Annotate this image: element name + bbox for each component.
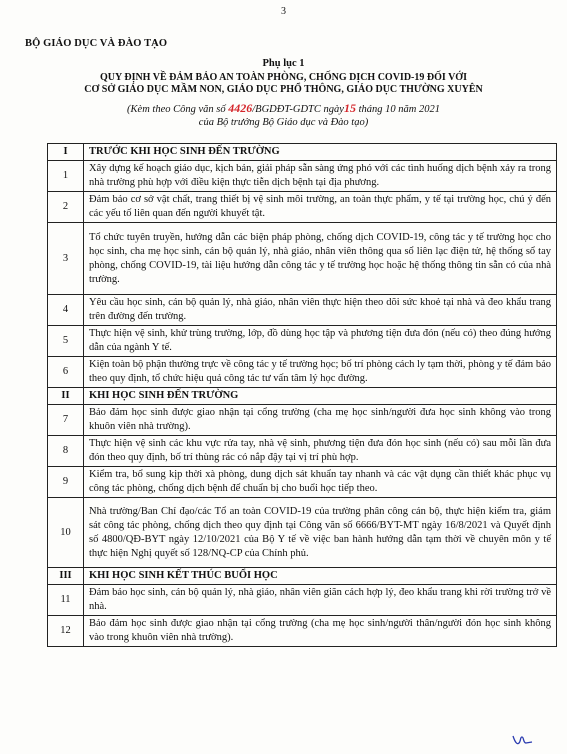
- item-text: Kiểm tra, bổ sung kịp thời xà phòng, dung dịch sát khuẩn tay nhanh và các vật dụng cần thiết khác phục vụ công tác phòng, chống dịch bệnh để chuẩn bị cho buổi học tiếp theo.: [84, 467, 557, 498]
- handwritten-day: 15: [343, 101, 356, 115]
- ministry-name: BỘ GIÁO DỤC VÀ ĐÀO TẠO: [25, 38, 168, 49]
- handwritten-doc-number: 4426: [228, 101, 253, 115]
- item-number: 4: [48, 295, 84, 326]
- table-row: [48, 616, 557, 647]
- item-number: 12: [48, 616, 84, 647]
- item-text: Đảm bảo cơ sở vật chất, trang thiết bị vệ sinh môi trường, an toàn thực phẩm, y tế tại trường học, chú ý đến các yếu tố liên quan đến người khuyết tật.: [84, 192, 557, 223]
- appendix-label: Phụ lục 1: [262, 58, 305, 69]
- section-number: III: [48, 568, 84, 585]
- item-text: Bảo đảm học sinh được giao nhận tại cổng trường (cha mẹ học sinh/người đưa học sinh không vào trong khuôn viên nhà trường).: [84, 405, 557, 436]
- item-number: 8: [48, 436, 84, 467]
- title-line-1: QUY ĐỊNH VỀ ĐẢM BẢO AN TOÀN PHÒNG, CHỐNG DỊCH COVID-19 ĐỐI VỚI: [100, 72, 467, 83]
- table-row: [48, 405, 557, 436]
- item-number: 3: [48, 223, 84, 295]
- section-title: KHI HỌC SINH ĐẾN TRƯỜNG: [84, 388, 557, 405]
- document-title: [0, 72, 567, 96]
- subtitle-mid: /BGDĐT-GDTC ngày: [252, 104, 344, 115]
- item-text: Bảo đảm học sinh được giao nhận tại cổng trường (cha mẹ học sinh/người thân/người đón học sinh không vào trong khuôn viên nhà trường).: [84, 616, 557, 647]
- section-header-row: [48, 568, 557, 585]
- item-number: 1: [48, 161, 84, 192]
- item-text: Yêu cầu học sinh, cán bộ quản lý, nhà giáo, nhân viên thực hiện theo dõi sức khoẻ tại nhà và đeo khẩu trang trên đường đến trường.: [84, 295, 557, 326]
- item-text: Thực hiện vệ sinh, khử trùng trường, lớp, đồ dùng học tập và phương tiện đưa đón (nếu có) theo đúng hướng dẫn của ngành Y tế.: [84, 326, 557, 357]
- table-row: [48, 295, 557, 326]
- item-text: Kiện toàn bộ phận thường trực về công tác y tế trường học; bố trí phòng cách ly tạm thời, phòng y tế đảm bảo theo quy định, tổ chức hiệu quả công tác tư vấn tâm lý học đường.: [84, 357, 557, 388]
- subtitle-line-1: [0, 102, 567, 116]
- section-header-row: [48, 388, 557, 405]
- section-title: KHI HỌC SINH KẾT THÚC BUỔI HỌC: [84, 568, 557, 585]
- item-number: 7: [48, 405, 84, 436]
- item-number: 9: [48, 467, 84, 498]
- item-text: Xây dựng kế hoạch giáo dục, kịch bản, giải pháp sẵn sàng ứng phó với các tình huống dịch bệnh xảy ra trong nhà trường phù hợp với điều kiện thực tiễn dịch bệnh tại địa phương.: [84, 161, 557, 192]
- initials-signature-mark: [510, 733, 534, 747]
- table-row: [48, 161, 557, 192]
- subtitle-line-2: của Bộ trưởng Bộ Giáo dục và Đào tạo): [198, 117, 369, 128]
- table-row: [48, 326, 557, 357]
- document-subtitle: [0, 102, 567, 129]
- item-number: 11: [48, 585, 84, 616]
- item-text: Đảm bảo học sinh, cán bộ quản lý, nhà giáo, nhân viên giãn cách hợp lý, đeo khẩu trang khi rời trường trở về nhà.: [84, 585, 557, 616]
- section-number: I: [48, 144, 84, 161]
- item-number: 2: [48, 192, 84, 223]
- table-row: [48, 192, 557, 223]
- regulation-table: [47, 143, 557, 647]
- section-header-row: [48, 144, 557, 161]
- item-number: 5: [48, 326, 84, 357]
- table-row: [48, 436, 557, 467]
- title-line-2: CƠ SỞ GIÁO DỤC MẦM NON, GIÁO DỤC PHỔ THÔNG, GIÁO DỤC THƯỜNG XUYÊN: [84, 84, 483, 95]
- table-row: [48, 585, 557, 616]
- subtitle-prefix: (Kèm theo Công văn số: [127, 104, 229, 115]
- section-number: II: [48, 388, 84, 405]
- table-row: [48, 467, 557, 498]
- table-row: [48, 498, 557, 568]
- page-number: 3: [281, 6, 286, 17]
- item-text: Nhà trường/Ban Chỉ đạo/các Tổ an toàn COVID-19 của trường phân công cán bộ, thực hiện kiểm tra, giám sát công tác phòng, chống dịch theo quy định tại Công văn số 6666/BYT-MT ngày 16/8/2021 và Quyết định số 4800/QĐ-BYT ngày 12/10/2021 của Bộ Y tế về việc ban hành hướng dẫn tạm thời về chuyên môn y tế thực hiện Nghị quyết số 128/NQ-CP của Chính phủ.: [84, 498, 557, 568]
- item-number: 10: [48, 498, 84, 568]
- item-text: Thực hiện vệ sinh các khu vực rửa tay, nhà vệ sinh, phương tiện đưa đón học sinh (nếu có) sau mỗi lần đưa đón theo quy định, bố trí thùng rác có nắp đậy tại vị trí phù hợp.: [84, 436, 557, 467]
- table-row: [48, 223, 557, 295]
- item-text: Tổ chức tuyên truyền, hướng dẫn các biện pháp phòng, chống dịch COVID-19, công tác y tế trường học cho học sinh, cha mẹ học sinh, cán bộ quản lý, nhà giáo, nhân viên thông qua sổ liên lạc điện tử, hệ thống sổ tay phòng, chống COVID-19, tài liệu hướng dẫn công tác y tế trường học hoặc hệ thống thông tin sẵn có của nhà trường.: [84, 223, 557, 295]
- subtitle-suffix: tháng 10 năm 2021: [355, 104, 440, 115]
- section-title: TRƯỚC KHI HỌC SINH ĐẾN TRƯỜNG: [84, 144, 557, 161]
- table-row: [48, 357, 557, 388]
- item-number: 6: [48, 357, 84, 388]
